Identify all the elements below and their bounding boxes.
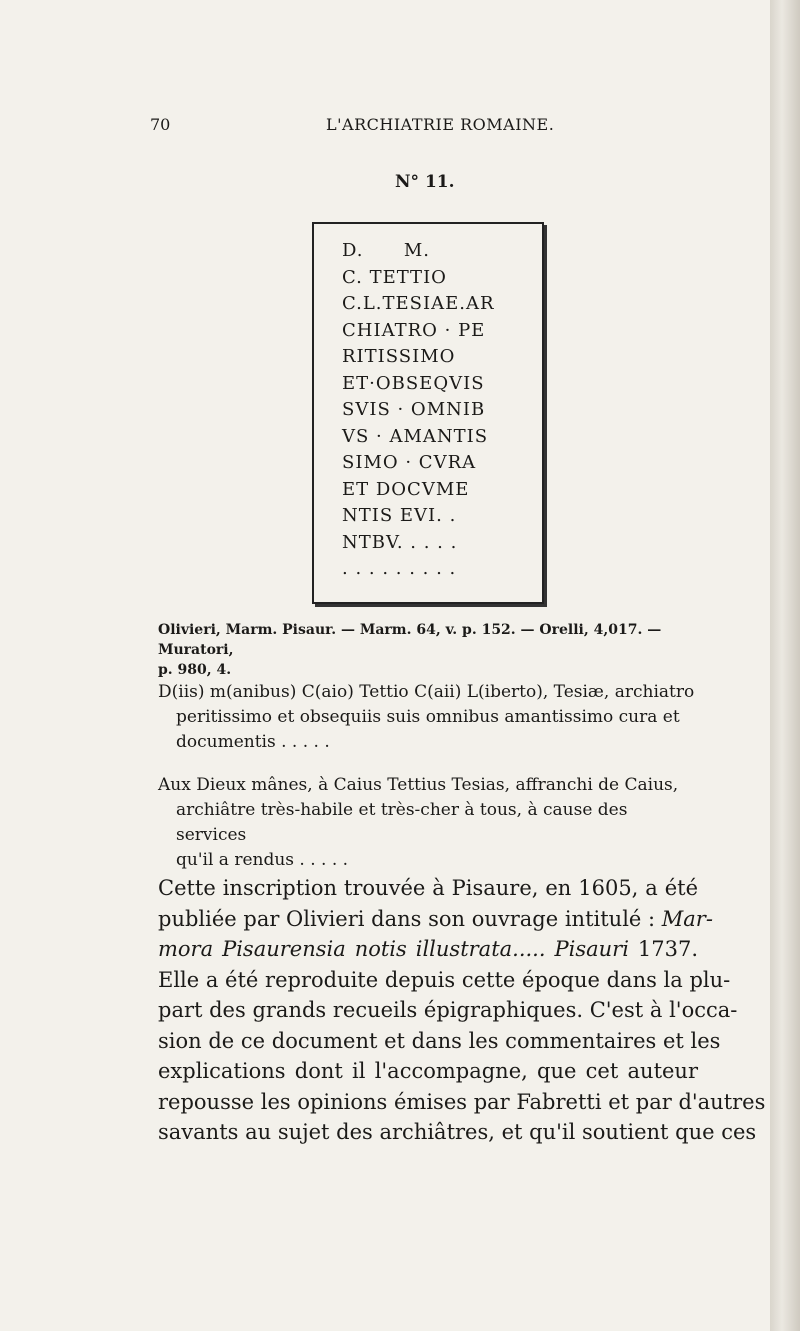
- body-paragraph: [158, 873, 766, 1148]
- inscription-line: ET·OBSEQVIS: [342, 372, 485, 394]
- paragraph-line: Elle a été reproduite depuis cette époque dans la plu-: [158, 967, 731, 992]
- paragraph-line: repousse les opinions émises par Fabretti et par d'autres: [158, 1089, 766, 1114]
- french-translation: [158, 773, 698, 873]
- reference-line: Olivieri, Marm. Pisaur. — Marm. 64, v. p. 152. — Orelli, 4,017. — Muratori,: [158, 622, 662, 658]
- inscription-number: N° 11.: [395, 172, 455, 192]
- page-edge: [770, 0, 800, 1331]
- paragraph-line: part des grands recueils épigraphiques. C'est à l'occa-: [158, 998, 738, 1022]
- book-title-italic: mora Pisaurensia notis illustrata.....: [158, 937, 546, 961]
- latin-transcription: [158, 680, 698, 755]
- book-title-italic: Mar-: [661, 906, 713, 931]
- reference-line: p. 980, 4.: [158, 662, 232, 678]
- paragraph-line: sion de ce document et dans les commentaires et les: [158, 1028, 721, 1053]
- paragraph-text: publiée par Olivieri dans son ouvrage intitulé :: [158, 906, 662, 931]
- inscription-line: SIMO · CVRA: [342, 452, 477, 473]
- transcription-line: D(iis) m(anibus) C(aio) Tettio C(aii) L(iberto), Tesiæ, archiatro: [158, 682, 695, 702]
- inscription-line: ET DOCVME: [342, 478, 470, 500]
- inscription-line: NTBV. . . . .: [342, 531, 458, 553]
- transcription-line: documentis . . . . .: [176, 732, 330, 752]
- inscription-line: RITISSIMO: [342, 346, 456, 367]
- paragraph-line: Cette inscription trouvée à Pisaure, en 1605, a été: [158, 876, 698, 900]
- inscription-line: NTIS EVI. .: [342, 505, 457, 526]
- inscription-line: CHIATRO · PE: [342, 319, 486, 341]
- place-italic: Pisauri: [545, 937, 629, 961]
- transcription-line: peritissimo et obsequiis suis omnibus amantissimo cura et: [176, 707, 680, 727]
- inscription-text: [342, 238, 495, 583]
- paragraph-line: savants au sujet des archiâtres, et qu'il soutient que ces: [158, 1120, 757, 1144]
- translation-line: Aux Dieux mânes, à Caius Tettius Tesias, affranchi de Caius,: [158, 775, 679, 795]
- inscription-line: D. M.: [342, 240, 430, 261]
- page-number: 70: [150, 115, 171, 134]
- inscription-line: C.L.TESIAE.AR: [342, 293, 495, 314]
- translation-line: archiâtre très-habile et très-cher à tous, à cause des services: [176, 800, 628, 845]
- paragraph-line: [158, 904, 713, 935]
- paragraph-line: [158, 934, 698, 965]
- source-references: [158, 620, 698, 680]
- year-text: 1737.: [628, 937, 698, 961]
- running-title: L'ARCHIATRIE ROMAINE.: [326, 115, 555, 134]
- inscription-line: SVIS · OMNIB: [342, 399, 486, 420]
- page-header: [150, 115, 710, 139]
- inscription-line: C. TETTIO: [342, 266, 447, 288]
- paragraph-line: explications dont il l'accompagne, que cet auteur: [158, 1059, 698, 1083]
- inscription-line: . . . . . . . . .: [342, 558, 457, 579]
- inscription-line: VS · AMANTIS: [342, 425, 489, 447]
- inscription-box: [312, 222, 544, 604]
- translation-line: qu'il a rendus . . . . .: [176, 850, 349, 870]
